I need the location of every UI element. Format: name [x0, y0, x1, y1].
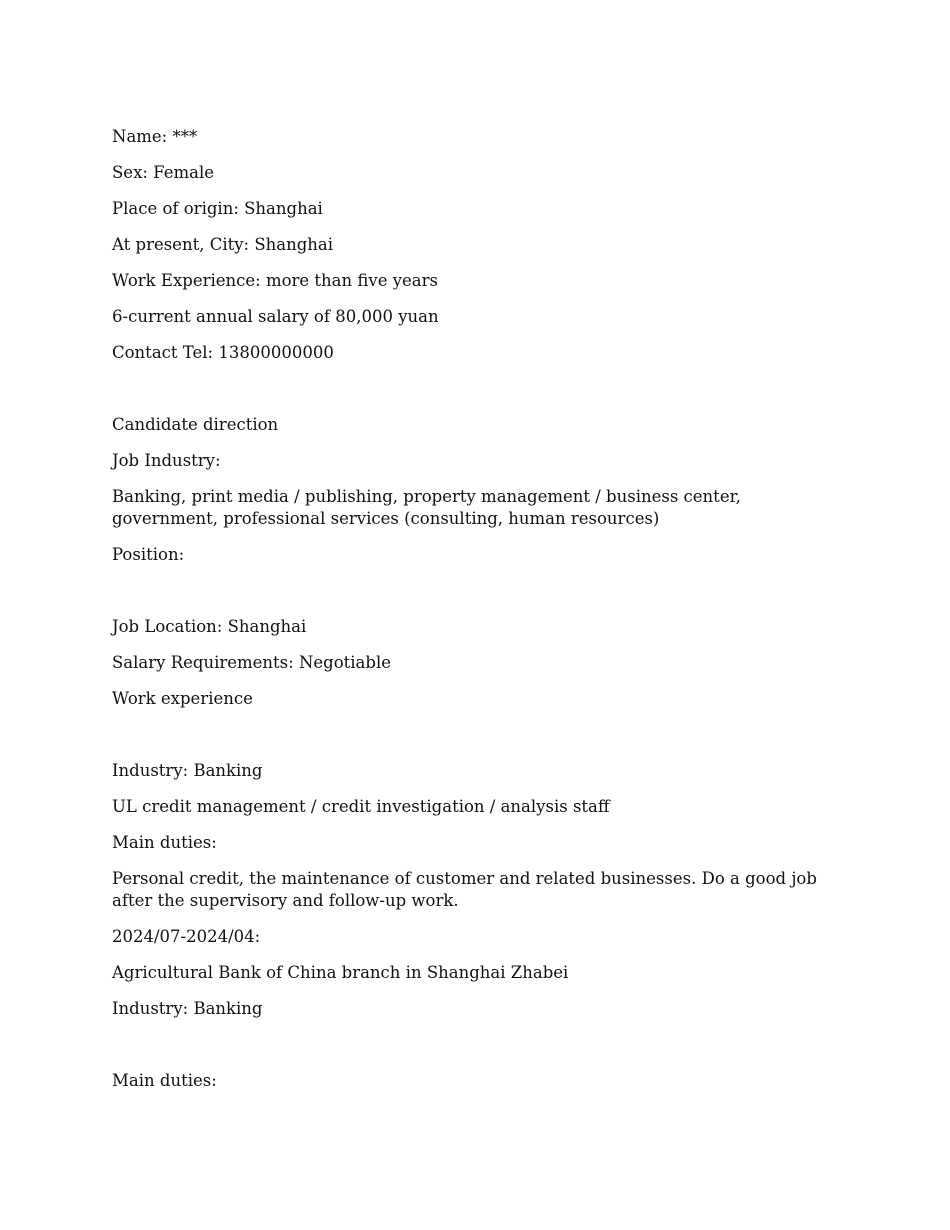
date-range-line: 2024/07-2024/04: — [112, 927, 261, 946]
blank-line — [112, 580, 832, 602]
main-duties-label: Main duties: — [112, 833, 217, 852]
work-experience-years-line: Work Experience: more than five years — [112, 271, 439, 290]
main-duties-label: Main duties: — [112, 1071, 217, 1090]
role-line: UL credit management / credit investigation / analysis staff — [112, 797, 610, 816]
employer-line: Agricultural Bank of China branch in Shanghai Zhabei — [112, 963, 569, 982]
position-label: Position: — [112, 545, 185, 564]
industry-line: Industry: Banking — [112, 999, 263, 1018]
industry-line: Industry: Banking — [112, 761, 263, 780]
name-line: Name: *** — [112, 127, 198, 146]
place-of-origin-line: Place of origin: Shanghai — [112, 199, 323, 218]
main-duties-text: Personal credit, the maintenance of customer and related businesses. Do a good job after the supervisory and follow-up work. — [112, 869, 817, 910]
work-experience-heading: Work experience — [112, 689, 253, 708]
job-industry-list: Banking, print media / publishing, property management / business center, government, professional services (consulting, human resources) — [112, 487, 741, 528]
current-city-line: At present, City: Shanghai — [112, 235, 334, 254]
sex-line: Sex: Female — [112, 163, 215, 182]
blank-line — [112, 378, 832, 400]
blank-line — [112, 724, 832, 746]
job-location-line: Job Location: Shanghai — [112, 617, 307, 636]
candidate-direction-heading: Candidate direction — [112, 415, 279, 434]
document-body — [112, 126, 832, 1106]
current-salary-line: 6-current annual salary of 80,000 yuan — [112, 307, 439, 326]
blank-line — [112, 1034, 832, 1056]
job-industry-label: Job Industry: — [112, 451, 221, 470]
salary-requirements-line: Salary Requirements: Negotiable — [112, 653, 392, 672]
contact-tel-line: Contact Tel: 13800000000 — [112, 343, 334, 362]
